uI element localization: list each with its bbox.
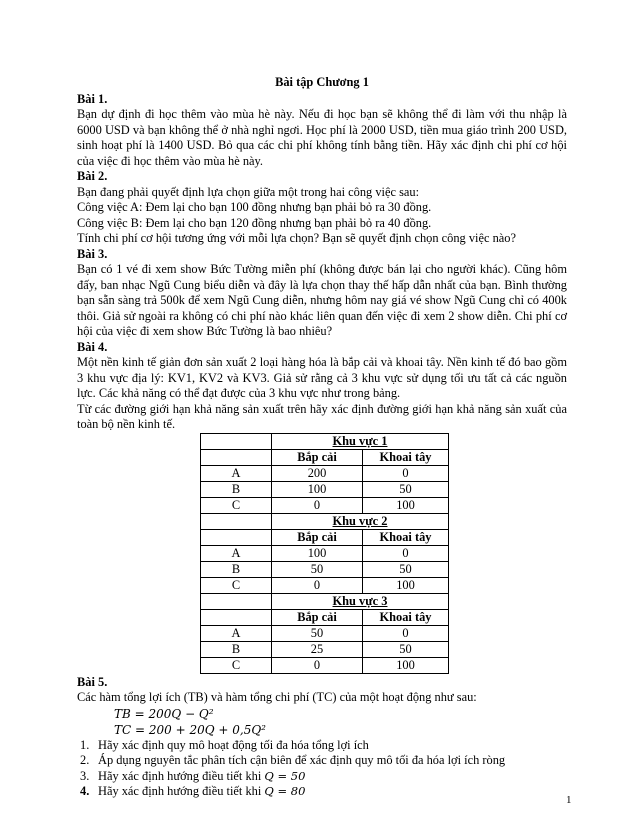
item-math: Q = 50 [264,768,306,783]
table-cell: 100 [272,481,363,497]
list-item [77,769,567,785]
table-cell: A [201,625,272,641]
region-title-row [201,593,449,609]
table-cell: 50 [363,641,449,657]
exercise-3-text: Bạn có 1 vé đi xem show Bức Tường miễn phí (không được bán lại cho người khác). Cũng hôm đấy, ban nhạc Ngũ Cung biểu diễn và đây là lựa chọn thay thế hấp dẫn nhất của bạn. Bình thường bạn sẵn sàng trả 500k để xem Ngũ Cung diễn, nhưng hôm nay giá vé show Ngũ Cung chỉ có 400k thôi. Giả sử ngoài ra không có chi phí nào khác liên quan đến việc đi xem 2 show diễn. Chi phí cơ hội của việc đi xem show Bức Tường là bao nhiêu? [77,262,567,338]
item-number: 3. [80,768,90,783]
table-row [201,641,449,657]
table-cell: C [201,657,272,673]
exercise-5-heading: Bài 5. [77,674,108,689]
table-cell: 25 [272,641,363,657]
table-cell: 200 [272,465,363,481]
table-cell: A [201,545,272,561]
table-cell: 0 [272,577,363,593]
table-cell: B [201,641,272,657]
exercise-2-line: Công việc A: Đem lại cho bạn 100 đồng nhưng bạn phải bỏ ra 30 đồng. [77,200,432,214]
table-cell: B [201,481,272,497]
empty-cell [201,433,272,449]
formula-tb: TB = 200Q − Q² [114,706,214,721]
table-cell: C [201,577,272,593]
region-title-row [201,513,449,529]
table-cell: 100 [363,657,449,673]
item-text: Hãy xác định hướng điều tiết khi [98,784,265,798]
table-cell: B [201,561,272,577]
page-number: 1 [566,794,572,806]
table-cell: C [201,497,272,513]
item-text: Áp dụng nguyên tắc phân tích cận biên để xác định quy mô tối đa hóa lợi ích ròng [98,753,506,767]
table-cell: 50 [272,561,363,577]
empty-cell [201,609,272,625]
exercise-5-intro: Các hàm tổng lợi ích (TB) và hàm tổng chi phí (TC) của một hoạt động như sau: [77,690,477,704]
table-row [201,497,449,513]
table-cell: 100 [363,577,449,593]
column-header-potato: Khoai tây [363,609,449,625]
empty-cell [201,449,272,465]
table-row [201,561,449,577]
column-header-row [201,449,449,465]
column-header-cabbage: Bắp cải [272,529,363,545]
exercise-2-line: Bạn đang phải quyết định lựa chọn giữa một trong hai công việc sau: [77,184,420,199]
empty-cell [201,593,272,609]
table-cell: 50 [363,561,449,577]
item-math: Q = 80 [264,784,306,798]
exercise-1-heading: Bài 1. [77,91,108,106]
table-cell: 100 [272,545,363,561]
formula-tc: TC = 200 + 20Q + 0,5Q² [114,722,266,737]
exercise-2-line: Tính chi phí cơ hội tương ứng với mỗi lựa chọn? Bạn sẽ quyết định chọn công việc nào? [77,231,516,245]
page-title: Bài tập Chương 1 [275,75,369,89]
empty-cell [201,513,272,529]
region-title: Khu vực 2 [272,513,449,529]
table-row [201,465,449,481]
exercise-2-line: Công việc B: Đem lại cho bạn 120 đồng nhưng bạn phải bỏ ra 40 đồng. [77,215,432,230]
region-title: Khu vực 3 [272,593,449,609]
exercise-4-text: Một nền kinh tế giản đơn sản xuất 2 loại hàng hóa là bắp cải và khoai tây. Nền kinh tế đó bao gồm 3 khu vực địa lý: KV1, KV2 và KV3. Giả sử rằng cả 3 khu vực sử dụng tối ưu tất cả các nguồn lực. Các khả năng có thể đạt được của 3 khu vực như trong bảng. [77,355,567,400]
column-header-cabbage: Bắp cải [272,449,363,465]
table-cell: 100 [363,497,449,513]
column-header-row [201,609,449,625]
exercise-4-question: Từ các đường giới hạn khả năng sản xuất trên hãy xác định đường giới hạn khả năng sản xuất của toàn bộ nền kinh tế. [77,401,567,431]
table-cell: 0 [363,465,449,481]
column-header-cabbage: Bắp cải [272,609,363,625]
exercise-1-text: Bạn dự định đi học thêm vào mùa hè này. Nếu đi học bạn sẽ không thể đi làm với thu nhập là 6000 USD và bạn không thể ở nhà nghỉ ngơi. Học phí là 2000 USD, tiền mua giáo trình 200 USD, sinh hoạt phí là 1400 USD. Bỏ qua các chi phí không tính bằng tiền. Hãy xác định chi phí cơ hội của việc đi học thêm vào mùa hè này. [77,107,567,168]
region-title-row [201,433,449,449]
exercise-3-heading: Bài 3. [77,246,108,261]
document-page [77,75,567,800]
table-row [201,481,449,497]
column-header-potato: Khoai tây [363,529,449,545]
list-item [77,784,567,800]
item-text: Hãy xác định quy mô hoạt động tối đa hóa tổng lợi ích [98,737,369,752]
table-row [201,577,449,593]
item-number: 4. [80,784,90,798]
item-text: Hãy xác định hướng điều tiết khi [98,768,265,783]
table-cell: 0 [272,497,363,513]
table-cell: 0 [363,545,449,561]
list-item [77,738,567,754]
region-title: Khu vực 1 [272,433,449,449]
empty-cell [201,529,272,545]
table-row [201,545,449,561]
table-row [201,625,449,641]
table-cell: A [201,465,272,481]
exercise-2-heading: Bài 2. [77,169,108,183]
column-header-row [201,529,449,545]
item-number: 1. [80,737,90,752]
list-item [77,753,567,769]
table-cell: 50 [272,625,363,641]
table-cell: 0 [363,625,449,641]
production-possibilities-table [200,433,449,674]
table-cell: 50 [363,481,449,497]
exercise-5-list [77,738,567,800]
item-number: 2. [80,753,90,767]
column-header-potato: Khoai tây [363,449,449,465]
table-cell: 0 [272,657,363,673]
exercise-4-heading: Bài 4. [77,339,108,354]
table-row [201,657,449,673]
